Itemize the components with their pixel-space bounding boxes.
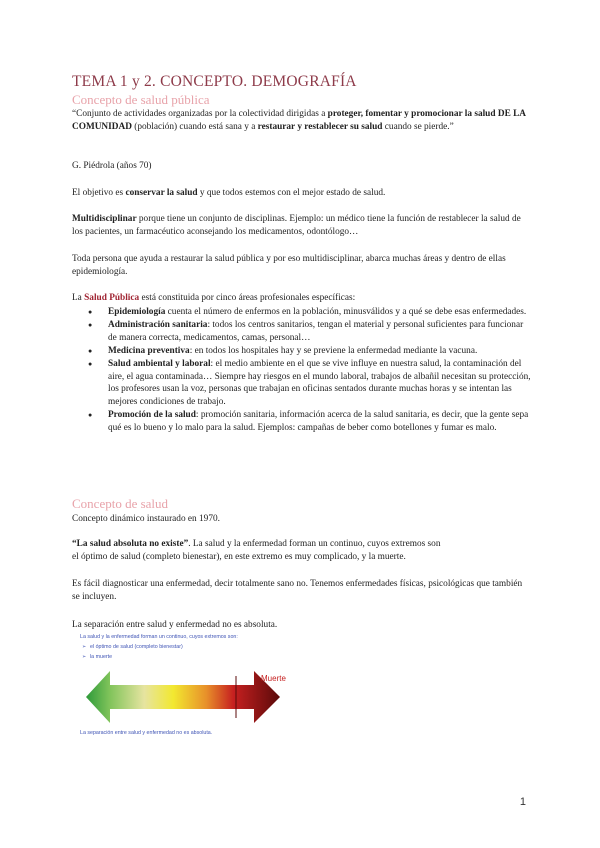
diagnosis-paragraph: Es fácil diagnosticar una enfermedad, decir totalmente sano no. Tenemos enfermedades físicas, psicológicas que también se incluyen. <box>72 579 523 602</box>
arrow-bullet-icon: ➢ <box>82 644 87 650</box>
separation-paragraph: La separación entre salud y enfermedad no es absoluta. <box>72 620 278 630</box>
death-label: Muerte <box>261 674 286 683</box>
absolute-health-paragraph: “La salud absoluta no existe”. La salud y la enfermedad forman un continuo, cuyos extremos son el óptimo de salud (completo bienestar), en este extremo es muy complicado, y la muerte. <box>72 539 441 562</box>
list-item: ● Medicina preventiva: en todos los hospitales hay y se previene la enfermedad mediante la vacuna. <box>86 345 532 358</box>
section-heading-salud-publica: Concepto de salud pública <box>72 92 210 107</box>
objective-paragraph: El objetivo es conservar la salud y que todos estemos con el mejor estado de salud. <box>72 188 386 198</box>
areas-list <box>86 306 532 435</box>
list-item: ● Promoción de la salud: promoción sanitaria, información acerca de la salud sanitaria, es decir, que la gente sepa qué es lo bueno y lo malo para la salud. Ejemplos: campañas de beber como botellones y fumar es malo. <box>86 409 532 435</box>
figure-item-optimal: ➢ el óptimo de salud (completo bienestar) <box>82 644 183 650</box>
definition-quote: “Conjunto de actividades organizadas por la colectividad dirigidas a proteger, fomentar y promocionar la salud DE LA COMUNIDAD (población) cuando está sana y a restaurar y restablecer su salud cuando se pierde.” <box>72 109 526 132</box>
figure-caption-bottom: La separación entre salud y enfermedad no es absoluta. <box>80 730 213 736</box>
health-continuum-figure <box>76 630 298 748</box>
list-item: ● Administración sanitaria: todos los centros sanitarios, tengan el material y personal suficientes para funcionar de manera correcta, medicamentos, camas, personal… <box>86 319 532 345</box>
concept-intro: Concepto dinámico instaurado en 1970. <box>72 514 220 524</box>
multidisciplinary-paragraph: Multidisciplinar porque tiene un conjunto de disciplinas. Ejemplo: un médico tiene la función de restablecer la salud de los pacientes, un farmacéutico aconsejando los medicamentos, odontólogo… <box>72 214 521 237</box>
document-title: TEMA 1 y 2. CONCEPTO. DEMOGRAFÍA <box>72 73 357 90</box>
page-number: 1 <box>519 796 526 808</box>
figure-item-death: ➢ la muerte <box>82 654 113 660</box>
areas-intro: La Salud Pública está constituida por cinco áreas profesionales específicas: <box>72 293 356 303</box>
arrow-bullet-icon: ➢ <box>82 654 87 660</box>
list-item: ● Epidemiología cuenta el número de enfermos en la población, minusválidos y a qué se debe esas enfermedades. <box>86 306 532 319</box>
restore-paragraph: Toda persona que ayuda a restaurar la salud pública y por eso multidisciplinar, abarca muchas áreas y dentro de ellas epidemiología. <box>72 254 506 277</box>
list-item: ● Salud ambiental y laboral: el medio ambiente en el que se vive influye en nuestra salud, la contaminación del aire, el agua contaminada… Siempre hay riesgos en el mundo laboral, trabajos de albañil necesitan su protección, los profesores usan la voz, personas que trabajan en oficinas sentados durante muchas horas y se intentan las mejores condiciones de trabajo. <box>86 358 532 410</box>
figure-caption-top: La salud y la enfermedad forman un continuo, cuyos extremos son: <box>80 634 238 640</box>
quote-author: G. Piédrola (años 70) <box>72 161 152 171</box>
section-heading-salud: Concepto de salud <box>72 496 169 511</box>
